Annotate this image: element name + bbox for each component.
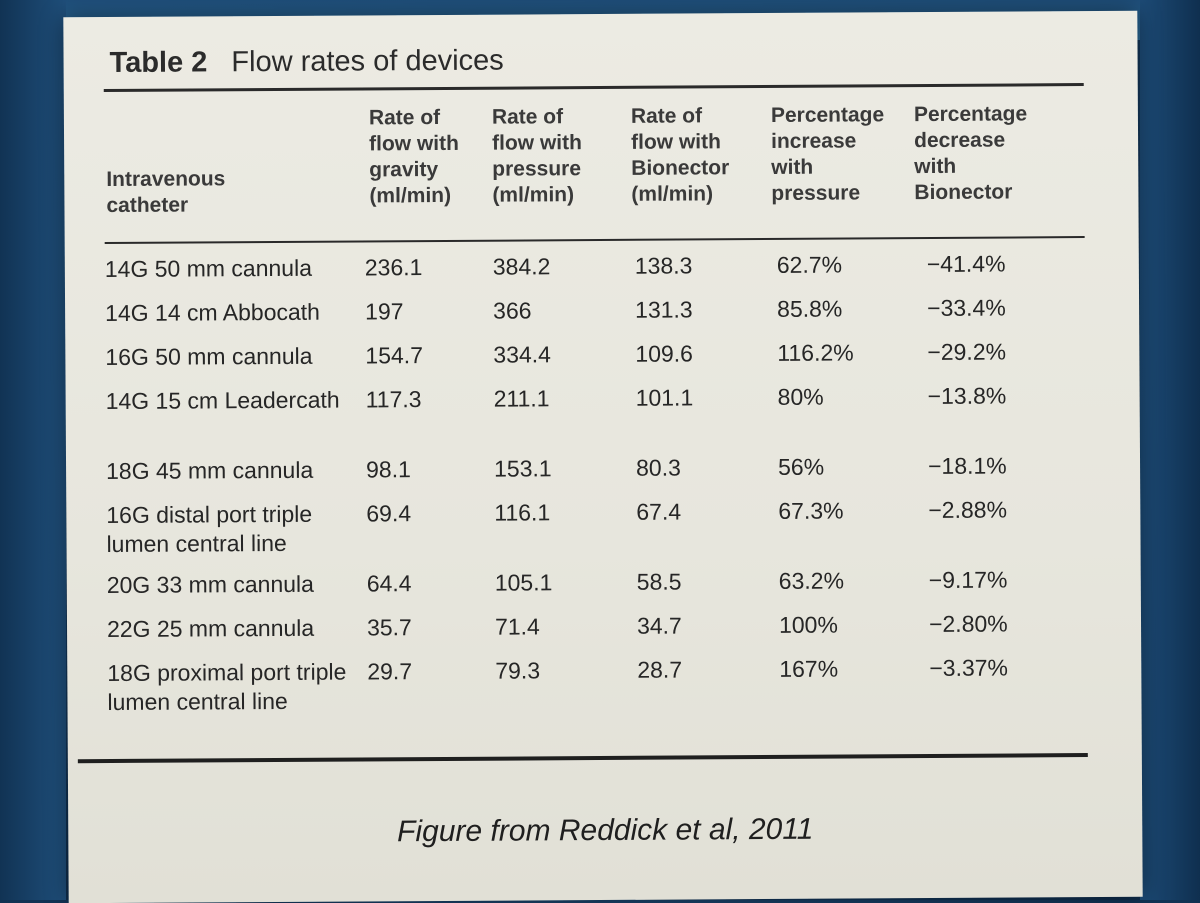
table-cell-decrease: −9.17% [928, 566, 1008, 594]
table-cell-catheter: 20G 33 mm cannula [106, 570, 314, 599]
table-cell-increase: 63.2% [778, 567, 845, 594]
table-cell-increase: 80% [777, 383, 824, 410]
figure-credit: Figure from Reddick et al, 2011 [397, 812, 814, 849]
table-cell-catheter: 16G 50 mm cannula [105, 342, 313, 371]
table-header-rule [105, 236, 1085, 244]
table-cell-bionector: 101.1 [635, 384, 694, 411]
table-cell-increase: 56% [777, 453, 825, 480]
table-cell-decrease: −13.8% [927, 382, 1007, 410]
table-cell-increase: 100% [778, 611, 838, 638]
table-cell-pressure: 116.1 [494, 499, 551, 526]
table-cell-decrease: −2.88% [928, 496, 1008, 524]
table-cell-decrease: −29.2% [927, 338, 1007, 366]
table-cell-gravity: 69.4 [366, 500, 412, 527]
table-cell-increase: 62.7% [776, 251, 843, 278]
table-cell-catheter: 14G 14 cm Abbocath [105, 298, 320, 327]
column-header-catheter: Intravenous catheter [106, 167, 226, 218]
table-cell-bionector: 109.6 [635, 340, 694, 367]
table-bottom-rule [78, 753, 1088, 763]
column-header-bionector: Rate of flow with Bionector (ml/min) [630, 104, 730, 206]
table-cell-increase: 116.2% [777, 339, 854, 366]
table-cell-bionector: 80.3 [635, 454, 681, 481]
table-cell-pressure: 334.4 [493, 341, 552, 368]
table-cell-increase: 67.3% [778, 497, 844, 524]
table-cell-catheter: 22G 25 mm cannula [106, 614, 315, 643]
column-header-pressure: Rate of flow with pressure (ml/min) [491, 105, 582, 207]
table-cell-decrease: −18.1% [927, 452, 1007, 480]
table-cell-gravity: 154.7 [365, 342, 424, 369]
document-page [63, 11, 1142, 903]
table-cell-gravity: 117.3 [365, 386, 422, 413]
table-cell-increase: 167% [779, 655, 839, 682]
monitor-bezel-left [0, 0, 66, 900]
table-cell-pressure: 153.1 [493, 455, 552, 482]
table-cell-gravity: 64.4 [366, 570, 412, 597]
monitor-bezel-right [1140, 0, 1200, 900]
table-cell-bionector: 28.7 [637, 656, 683, 683]
table-cell-increase: 85.8% [777, 295, 843, 322]
table-title: Flow rates of devices [231, 44, 504, 79]
table-cell-pressure: 366 [493, 297, 532, 324]
table-cell-gravity: 98.1 [365, 456, 411, 483]
table-cell-catheter: 14G 15 cm Leadercath [105, 386, 340, 415]
column-header-increase: Percentage increase with pressure [770, 103, 885, 205]
table-cell-gravity: 35.7 [366, 614, 412, 641]
table-cell-bionector: 34.7 [636, 612, 682, 639]
table-cell-pressure: 79.3 [495, 657, 541, 684]
table-cell-bionector: 67.4 [636, 498, 682, 525]
table-cell-decrease: −33.4% [927, 294, 1006, 322]
table-cell-gravity: 236.1 [364, 254, 423, 281]
table-cell-catheter: 16G distal port triple lumen central line [106, 500, 313, 558]
table-top-rule [104, 83, 1084, 92]
table-cell-pressure: 105.1 [494, 569, 553, 596]
table-cell-gravity: 29.7 [367, 658, 413, 685]
table-cell-bionector: 131.3 [635, 296, 693, 323]
table-cell-bionector: 58.5 [636, 568, 682, 595]
column-header-decrease: Percentage decrease with Bionector [913, 102, 1028, 205]
table-cell-decrease: −3.37% [929, 654, 1009, 682]
table-cell-decrease: −2.80% [928, 610, 1008, 638]
column-header-gravity: Rate of flow with gravity (ml/min) [368, 105, 459, 208]
table-cell-gravity: 197 [365, 298, 404, 325]
table-number: Table 2 [109, 46, 208, 80]
table-cell-bionector: 138.3 [634, 252, 693, 279]
table-cell-catheter: 18G proximal port triple lumen central line [107, 658, 347, 716]
table-cell-catheter: 14G 50 mm cannula [104, 254, 313, 283]
table-cell-pressure: 211.1 [493, 385, 550, 412]
table-caption [109, 45, 503, 80]
table-cell-pressure: 384.2 [492, 253, 551, 280]
table-cell-decrease: −41.4% [926, 250, 1006, 278]
table-cell-pressure: 71.4 [494, 613, 540, 640]
table-cell-catheter: 18G 45 mm cannula [105, 456, 314, 485]
